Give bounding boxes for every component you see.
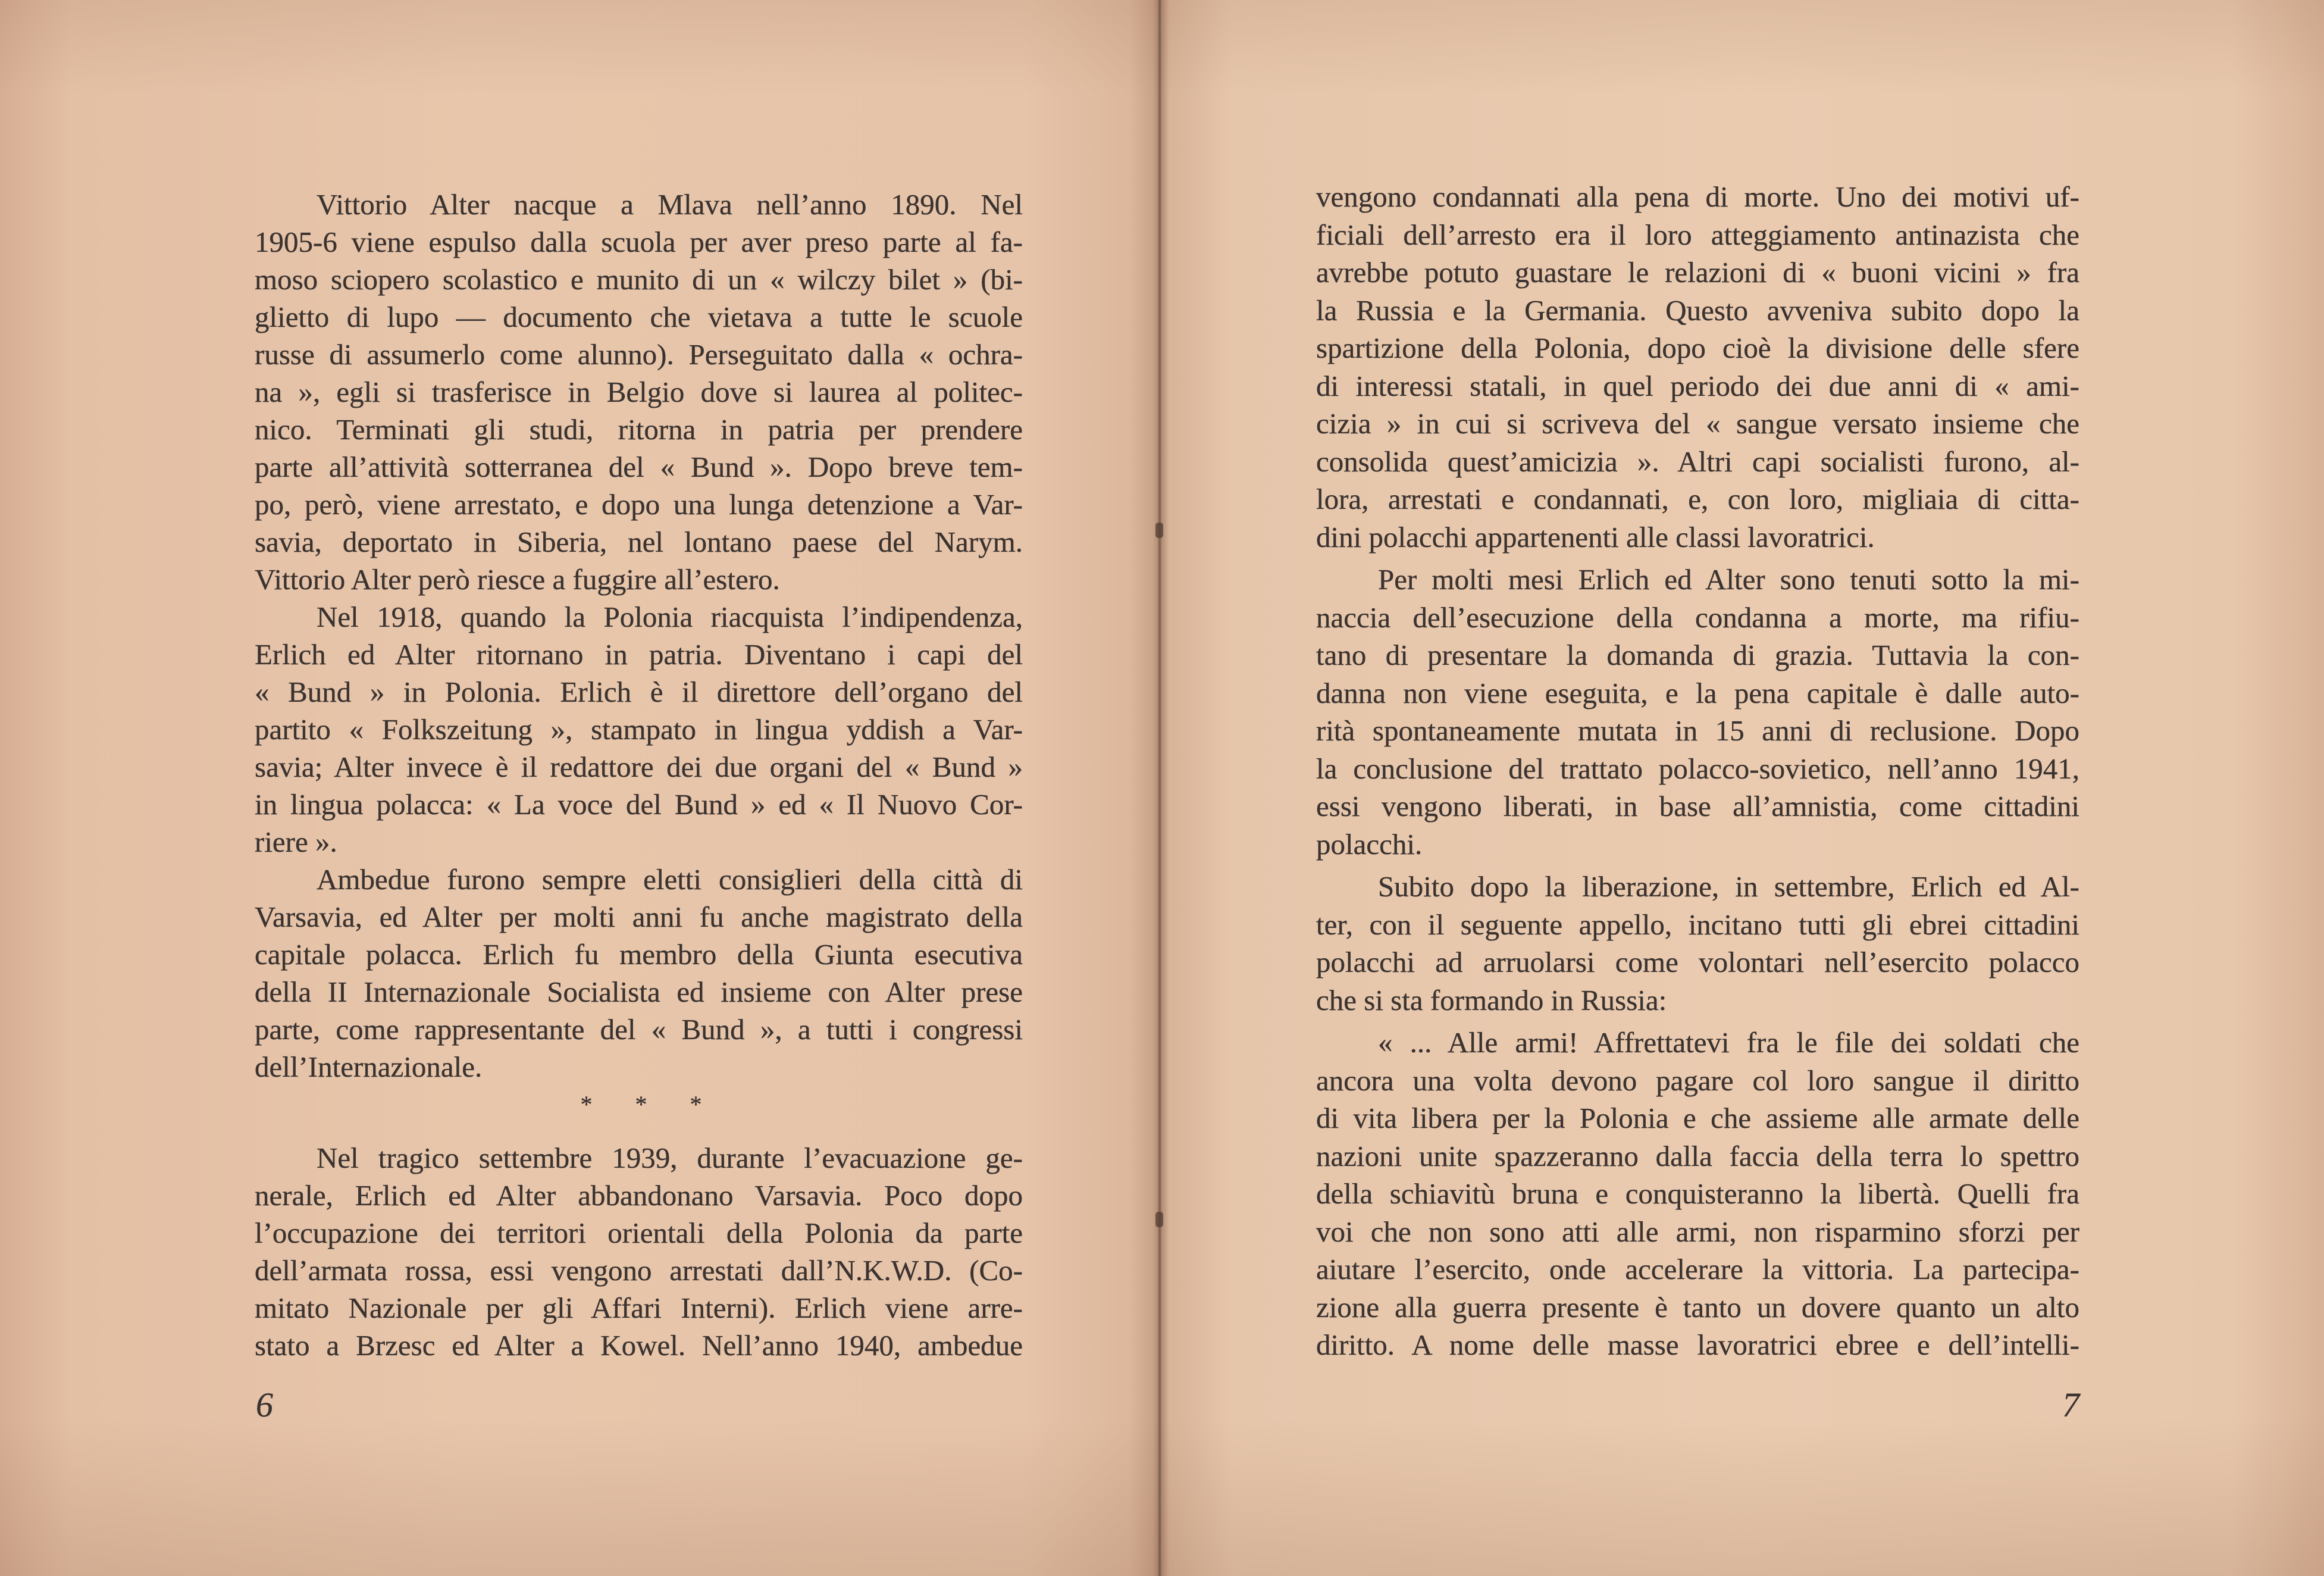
page-number: 7 — [2062, 1386, 2079, 1424]
text-line: po, però, viene arrestato, e dopo una lunga detenzione a Var- — [255, 488, 1023, 521]
paragraph — [255, 1139, 1023, 1364]
page-right — [1316, 178, 2079, 1364]
text-line: Nel 1918, quando la Polonia riacquista l’indipendenza, — [317, 601, 1023, 633]
text-line: naccia dell’esecuzione della condanna a morte, ma rifiu- — [1316, 601, 2079, 634]
text-line: moso sciopero scolastico e munito di un « wilczy bilet » (bi- — [255, 263, 1023, 296]
text-line: Nel tragico settembre 1939, durante l’evacuazione ge- — [317, 1142, 1023, 1174]
text-line: tano di presentare la domanda di grazia. Tuttavia la con- — [1316, 639, 2079, 671]
text-line: riere ». — [255, 825, 337, 858]
text-line: in lingua polacca: « La voce del Bund » ed « Il Nuovo Cor- — [255, 788, 1023, 821]
text-line: russe di assumerlo come alunno). Perseguitato dalla « ochra- — [255, 338, 1023, 371]
paragraph — [1316, 561, 2079, 863]
paragraph — [1316, 868, 2079, 1019]
text-line: che si sta formando in Russia: — [1316, 983, 1667, 1017]
text-line: Vittorio Alter nacque a Mlava nell’anno 1890. Nel — [317, 188, 1023, 221]
paragraph — [255, 598, 1023, 861]
text-line: dini polacchi appartenenti alle classi lavoratrici. — [1316, 520, 1875, 554]
text-line: Subito dopo la liberazione, in settembre, Erlich ed Al- — [1378, 870, 2079, 903]
text-line: voi che non sono atti alle armi, non risparmino sforzi per — [1316, 1215, 2079, 1248]
text-line: vengono condannati alla pena di morte. Uno dei motivi uf- — [1316, 180, 2079, 213]
text-line: essi vengono liberati, in base all’amnistia, come cittadini — [1316, 790, 2079, 823]
text-line: Ambedue furono sempre eletti consiglieri della città di — [317, 863, 1023, 896]
text-line: capitale polacca. Erlich fu membro della Giunta esecutiva — [255, 938, 1023, 971]
text-line: Erlich ed Alter ritornano in patria. Diventano i capi del — [255, 638, 1023, 671]
text-line: « Bund » in Polonia. Erlich è il direttore dell’organo del — [255, 676, 1023, 708]
text-line: cizia » in cui si scriveva del « sangue versato insieme che — [1316, 407, 2079, 440]
text-line: lora, arrestati e condannati, e, con loro, migliaia di citta- — [1316, 483, 2079, 515]
text-line: ancora una volta devono pagare col loro sangue il diritto — [1316, 1064, 2079, 1097]
text-line: aiutare l’esercito, onde accelerare la vittoria. La partecipa- — [1316, 1253, 2079, 1286]
text-line: avrebbe potuto guastare le relazioni di « buoni vicini » fra — [1316, 256, 2079, 289]
text-line: polacchi. — [1316, 827, 1423, 861]
paragraph — [1316, 178, 2079, 556]
text-line: la Russia e la Germania. Questo avveniva subito dopo la — [1316, 293, 2079, 327]
text-line: polacchi ad arruolarsi come volontari nell’esercito polacco — [1316, 946, 2079, 978]
section-separator: * * * — [580, 1091, 702, 1118]
text-line: savia; Alter invece è il redattore dei due organi del « Bund » — [255, 751, 1023, 783]
paragraph — [255, 861, 1023, 1086]
text-line: consolida quest’amicizia ». Altri capi socialisti furono, al- — [1316, 445, 2079, 478]
text-line: di vita libera per la Polonia e che assieme alle armate delle — [1316, 1102, 2079, 1134]
text-line: dell’Internazionale. — [255, 1050, 483, 1083]
text-line: zione alla guerra presente è tanto un dovere quanto un alto — [1316, 1290, 2079, 1324]
text-line: ficiali dell’arresto era il loro atteggiamento antinazista che — [1316, 218, 2079, 251]
gutter-fold — [1158, 0, 1161, 1576]
text-line: parte, come rappresentante del « Bund », a tutti i congressi — [255, 1013, 1023, 1046]
text-line: parte all’attività sotterranea del « Bund ». Dopo breve tem- — [255, 451, 1023, 483]
paragraph — [1316, 1024, 2079, 1364]
text-line: dell’armata rossa, essi vengono arrestati dall’N.K.W.D. (Co- — [255, 1254, 1023, 1287]
text-line: 1905-6 viene espulso dalla scuola per aver preso parte al fa- — [255, 226, 1023, 258]
text-line: l’occupazione dei territori orientali della Polonia da parte — [255, 1217, 1023, 1249]
text-line: Varsavia, ed Alter per molti anni fu anche magistrato della — [255, 900, 1023, 933]
binding-staple-mark — [1155, 523, 1163, 538]
text-line: stato a Brzesc ed Alter a Kowel. Nell’anno 1940, ambedue — [255, 1329, 1023, 1362]
text-line: Per molti mesi Erlich ed Alter sono tenuti sotto la mi- — [1378, 563, 2079, 596]
text-line: diritto. A nome delle masse lavoratrici ebree e dell’intelli- — [1316, 1328, 2079, 1361]
text-line: ter, con il seguente appello, incitano tutti gli ebrei cittadini — [1316, 908, 2079, 941]
text-line: della II Internazionale Socialista ed insieme con Alter prese — [255, 975, 1023, 1008]
paragraph — [255, 186, 1023, 598]
text-line: danna non viene eseguita, e la pena capitale è dalle auto- — [1316, 676, 2079, 709]
text-line: di interessi statali, in quel periodo dei due anni di « ami- — [1316, 369, 2079, 402]
text-line: « ... Alle armi! Affrettatevi fra le file dei soldati che — [1378, 1026, 2079, 1059]
text-line: della schiavitù bruna e conquisteranno la libertà. Quelli fra — [1316, 1177, 2079, 1210]
page-left — [255, 186, 1023, 1364]
text-line: la conclusione del trattato polacco-sovietico, nell’anno 1941, — [1316, 752, 2079, 785]
text-line: nazioni unite spazzeranno dalla faccia della terra lo spettro — [1316, 1139, 2079, 1172]
text-line: rità spontaneamente mutata in 15 anni di reclusione. Dopo — [1316, 714, 2079, 747]
text-line: mitato Nazionale per gli Affari Interni). Erlich viene arre- — [255, 1292, 1023, 1324]
text-line: Vittorio Alter però riesce a fuggire all’estero. — [255, 563, 780, 596]
text-line: nerale, Erlich ed Alter abbandonano Varsavia. Poco dopo — [255, 1179, 1023, 1212]
text-line: na », egli si trasferisce in Belgio dove si laurea al politec- — [255, 376, 1023, 408]
text-line: partito « Folkszeitung », stampato in lingua yddish a Var- — [255, 713, 1023, 746]
binding-staple-mark — [1155, 1212, 1163, 1227]
text-line: nico. Terminati gli studi, ritorna in patria per prendere — [255, 413, 1023, 446]
text-line: savia, deportato in Siberia, nel lontano paese del Narym. — [255, 526, 1023, 558]
text-line: spartizione della Polonia, dopo cioè la divisione delle sfere — [1316, 332, 2079, 364]
page-number: 6 — [256, 1386, 273, 1424]
text-line: glietto di lupo — documento che vietava a tutte le scuole — [255, 301, 1023, 333]
